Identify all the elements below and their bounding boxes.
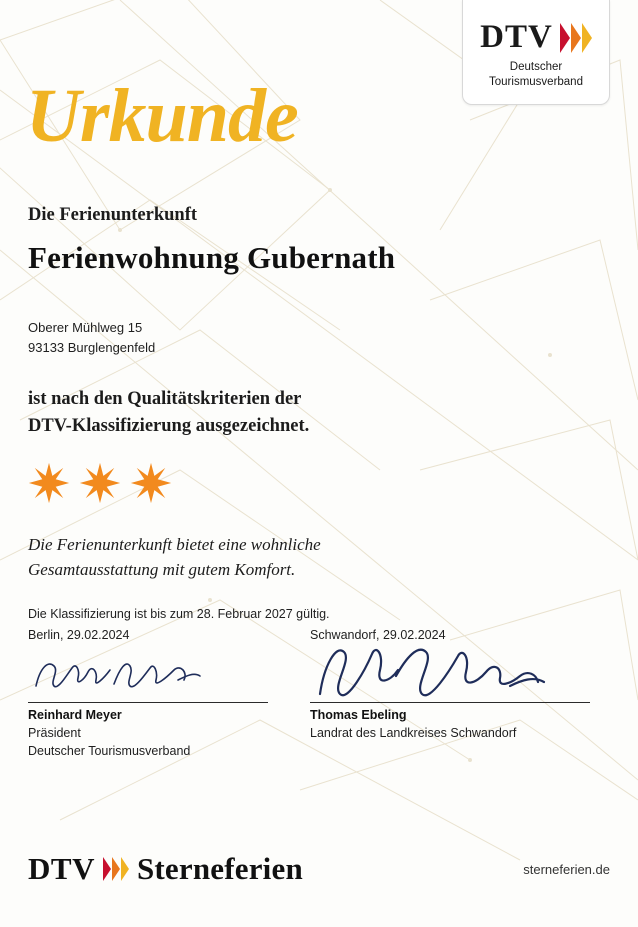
- star-icon: [130, 462, 172, 504]
- signature-area: [28, 628, 588, 778]
- handwritten-signature-icon: [310, 646, 560, 706]
- page-title: Urkunde: [26, 74, 298, 158]
- footer-brand: [28, 851, 303, 887]
- certificate-body: [28, 205, 588, 657]
- handwritten-signature-icon: [28, 646, 238, 702]
- rating-description-line-2: Gesamtausstattung mit gutem Komfort.: [28, 560, 296, 580]
- signature-place-date: Schwandorf, 29.02.2024: [310, 628, 446, 642]
- signature-block-landrat: [310, 628, 590, 742]
- rating-description: [28, 532, 458, 583]
- footer-brand-word: Sterneferien: [136, 851, 303, 886]
- property-address: [28, 318, 588, 358]
- address-line-2: 93133 Burglengenfeld: [28, 340, 156, 356]
- criteria-text: [28, 386, 588, 440]
- signatory-role-line-1: Präsident: [28, 726, 81, 740]
- star-rating: [28, 462, 588, 504]
- logo-subtitle-line1: Deutscher: [509, 61, 563, 74]
- signature-image: [310, 646, 590, 702]
- address-line-1: Oberer Mühlweg 15: [28, 320, 143, 335]
- signature-rule: [28, 702, 268, 703]
- property-name: Ferienwohnung Gubernath: [28, 240, 396, 275]
- logo-subtitle: [489, 60, 583, 89]
- footer-url: sterneferien.de: [523, 861, 610, 877]
- dtv-logo-badge: [462, 0, 610, 105]
- lead-text: Die Ferienunterkunft: [28, 205, 198, 225]
- footer-dtv-abbreviation: DTV: [28, 851, 95, 886]
- signature-place-date: Berlin, 29.02.2024: [28, 628, 130, 642]
- rating-description-line-1: Die Ferienunterkunft bietet eine wohnliche: [28, 534, 321, 554]
- chevron-icon: [103, 857, 129, 881]
- dtv-abbreviation: DTV: [480, 19, 553, 56]
- signatory-role-line-1: Landrat des Landkreises Schwandorf: [310, 726, 517, 740]
- chevron-icon: [560, 23, 592, 53]
- page-footer: [0, 849, 638, 889]
- star-icon: [28, 462, 70, 504]
- logo-row: [480, 21, 592, 54]
- criteria-line-1: ist nach den Qualitätskriterien der: [28, 389, 302, 410]
- logo-subtitle-line2: Tourismusverband: [489, 75, 583, 88]
- criteria-line-2: DTV-Klassifizierung ausgezeichnet.: [28, 416, 310, 437]
- signatory-name: Thomas Ebeling: [310, 708, 407, 722]
- signatory-role-line-2: Deutscher Tourismusverband: [28, 744, 191, 759]
- signature-image: [28, 646, 268, 702]
- validity-text: Die Klassifizierung ist bis zum 28. Februar 2027 gültig.: [28, 606, 330, 621]
- signatory-name: Reinhard Meyer: [28, 708, 122, 722]
- signature-block-president: [28, 628, 268, 760]
- star-icon: [79, 462, 121, 504]
